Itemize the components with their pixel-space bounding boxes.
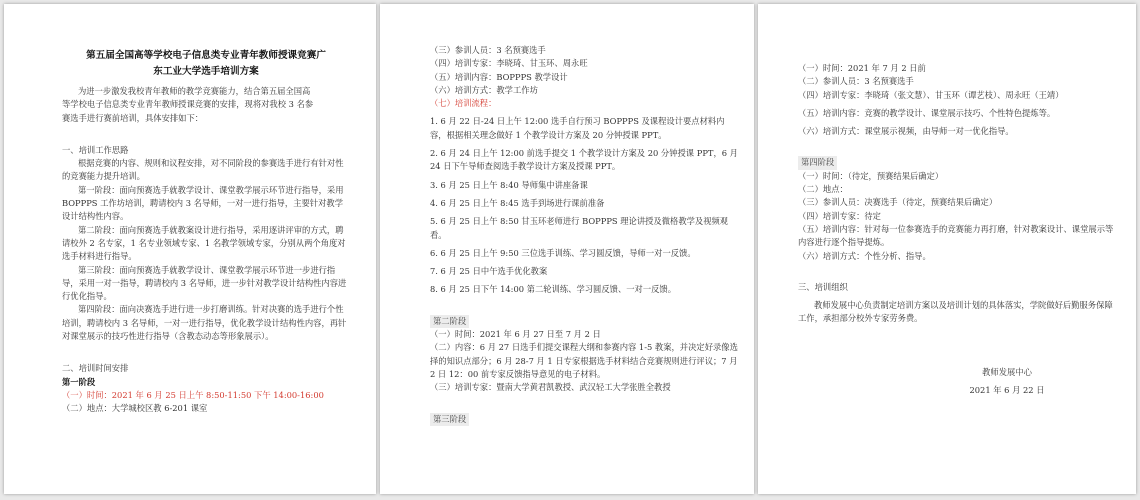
stage-4-place: （二）地点： xyxy=(798,184,848,195)
process-heading: （七）培训流程： xyxy=(430,98,497,109)
stage-1-time: （一）时间：2021 年 6 月 25 日上午 8:50-11:50 下午 14:00-16:00 xyxy=(62,389,324,400)
stage-1-place: （二）地点：大学城校区教 6-201 课室 xyxy=(62,403,208,414)
stage-3-label: 第三阶段 xyxy=(430,413,469,426)
stage-2-content: （二）内容：6 月 27 日选手们提交课程大纲和参赛内容 1-5 教案，并决定好录像选择的知识点部分；6 月 28-7 月 1 日专家根据选手材料结合竞赛规则进行评议；7 月 2 日 12：00 前专家反馈指导意见的电子材料。 xyxy=(430,342,738,379)
stage-2-label: 第二阶段 xyxy=(430,315,469,328)
stage-1-experts: （四）培训专家：李晓琦、甘玉环、周永旺 xyxy=(430,58,588,69)
document-page-3 xyxy=(758,4,1136,494)
stage-3-content: （五）培训内容：竞赛的教学设计、课堂展示技巧、个性特色提炼等。 xyxy=(798,107,1056,118)
document-page-1 xyxy=(4,4,376,494)
stage-2-experts: （三）培训专家：暨南大学黄君凯教授、武汉轻工大学张胜全教授 xyxy=(430,382,671,393)
stage-4-method: （六）培训方式：个性分析、指导。 xyxy=(798,250,931,261)
section-1-paragraph-3: 第二阶段：面向预赛选手就教案设计进行指导，采用逐讲评审的方式，聘请校外 2 名专家，1 名专业领域专家、1 名教学领域专家，分别从两个角度对选手材料进行指导。 xyxy=(62,224,346,262)
process-item-2: 2. 6 月 24 日上午 12:00 前选手提交 1 个教学设计方案及 20 分钟授课 PPT，6 月 24 日下午导师查阅选手教学设计方案及授课 PPT。 xyxy=(430,148,738,172)
process-item-5: 5. 6 月 25 日上午 8:50 甘玉环老师进行 BOPPPS 理论讲授及微格教学及视频观看。 xyxy=(430,216,729,240)
process-item-6: 6. 6 月 25 日上午 9:50 三位选手训练、学习圆反馈，导师一对一反馈。 xyxy=(430,247,696,258)
section-3-heading: 三、培训组织 xyxy=(798,281,848,292)
process-item-7: 7. 6 月 25 日中午选手优化教案 xyxy=(430,266,548,277)
process-item-3: 3. 6 月 25 日上午 8:40 导师集中讲座备课 xyxy=(430,179,588,190)
intro-line-2: 等学校电子信息类专业青年教师授课竞赛的安排，现将对我校 3 名参 xyxy=(62,99,314,110)
stage-1-participants: （三）参训人员：3 名预赛选手 xyxy=(430,45,546,55)
section-1-paragraph-5: 第四阶段：面向决赛选手进行进一步打磨训练。针对决赛的选手进行个性培训，聘请校内 3 名导师，一对一进行指导，优化教学设计结构性内容，再针对课堂展示的技巧性进行指导（含教态动态等形象展示）。 xyxy=(62,304,347,342)
section-2-heading: 二、培训时间安排 xyxy=(62,363,129,374)
intro-line-3: 赛选手进行赛前培训，具体安排如下： xyxy=(62,112,204,123)
process-item-8: 8. 6 月 25 日下午 14:00 第二轮训练、学习圆反馈、一对一反馈。 xyxy=(430,284,677,295)
stage-1-label: 第一阶段 xyxy=(62,376,96,387)
stage-1-content: （五）培训内容：BOPPPS 教学设计 xyxy=(430,71,568,82)
stage-3-participants: （二）参训人员：3 名预赛选手 xyxy=(798,76,914,87)
section-1-paragraph-1: 根据竞赛的内容、规则和议程安排，对不同阶段的参赛选手进行有针对性的竞赛能力提升培训。 xyxy=(62,158,344,182)
stage-3-experts: （四）培训专家：李晓琦（张文慧）、甘玉环（谭艺枝）、周永旺（王靖） xyxy=(798,89,1064,100)
stage-4-experts: （四）培训专家：待定 xyxy=(798,210,881,221)
process-item-1: 1. 6 月 22 日-24 日上午 12:00 选手自行预习 BOPPPS 及课程设计要点材料内容，根据相关理念做好 1 个教学设计方案及 20 分钟授课 PPT。 xyxy=(430,116,725,140)
stage-3-time: （一）时间：2021 年 7 月 2 日前 xyxy=(798,63,926,73)
stage-3-method: （六）培训方式：课堂展示视频，由导师一对一优化指导。 xyxy=(798,126,1014,137)
stage-4-time: （一）时间：（待定，预赛结果后确定） xyxy=(798,170,944,181)
stage-4-label: 第四阶段 xyxy=(798,156,837,169)
section-1-heading: 一、培训工作思路 xyxy=(62,144,129,155)
intro-line-1: 为进一步激发我校青年教师的教学竞赛能力，结合第五届全国高 xyxy=(78,86,311,96)
process-item-4: 4. 6 月 25 日上午 8:45 选手到场进行课前准备 xyxy=(430,197,605,208)
section-3-text: 教师发展中心负责制定培训方案以及培训计划的具体落实，学院做好后勤服务保障工作，承担部分校外专家劳务费。 xyxy=(798,300,1113,324)
document-title-line-2: 东工业大学选手培训方案 xyxy=(153,66,259,77)
stage-1-method: （六）培训方式：教学工作坊 xyxy=(430,84,538,95)
signature-date: 2021 年 6 月 22 日 xyxy=(969,385,1045,396)
signature-organization: 教师发展中心 xyxy=(982,366,1032,377)
stage-4-participants: （三）参训人员：决赛选手（待定，预赛结果后确定） xyxy=(798,197,998,208)
section-1-paragraph-4: 第三阶段：面向预赛选手就教学设计、课堂教学展示环节进一步进行指导，采用一对一指导，聘请校内 3 名导师，进一步针对教学设计结构性内容进行优化指导。 xyxy=(62,264,347,302)
stage-2-time: （一）时间：2021 年 6 月 27 日至 7 月 2 日 xyxy=(430,329,601,340)
stage-4-content: （五）培训内容：针对每一位参赛选手的竞赛能力再打磨，针对教案设计、课堂展示等内容进行逐个指导提炼。 xyxy=(798,223,1114,248)
document-page-2 xyxy=(380,4,754,494)
document-title-line-1: 第五届全国高等学校电子信息类专业青年教师授课竞赛广 xyxy=(86,50,326,61)
section-1-paragraph-2: 第一阶段：面向预赛选手就教学设计、课堂教学展示环节进行指导，采用 BOPPPS 工作坊培训，聘请校内 3 名导师，一对一进行指导，主要针对教学设计结构性内容。 xyxy=(62,184,344,222)
